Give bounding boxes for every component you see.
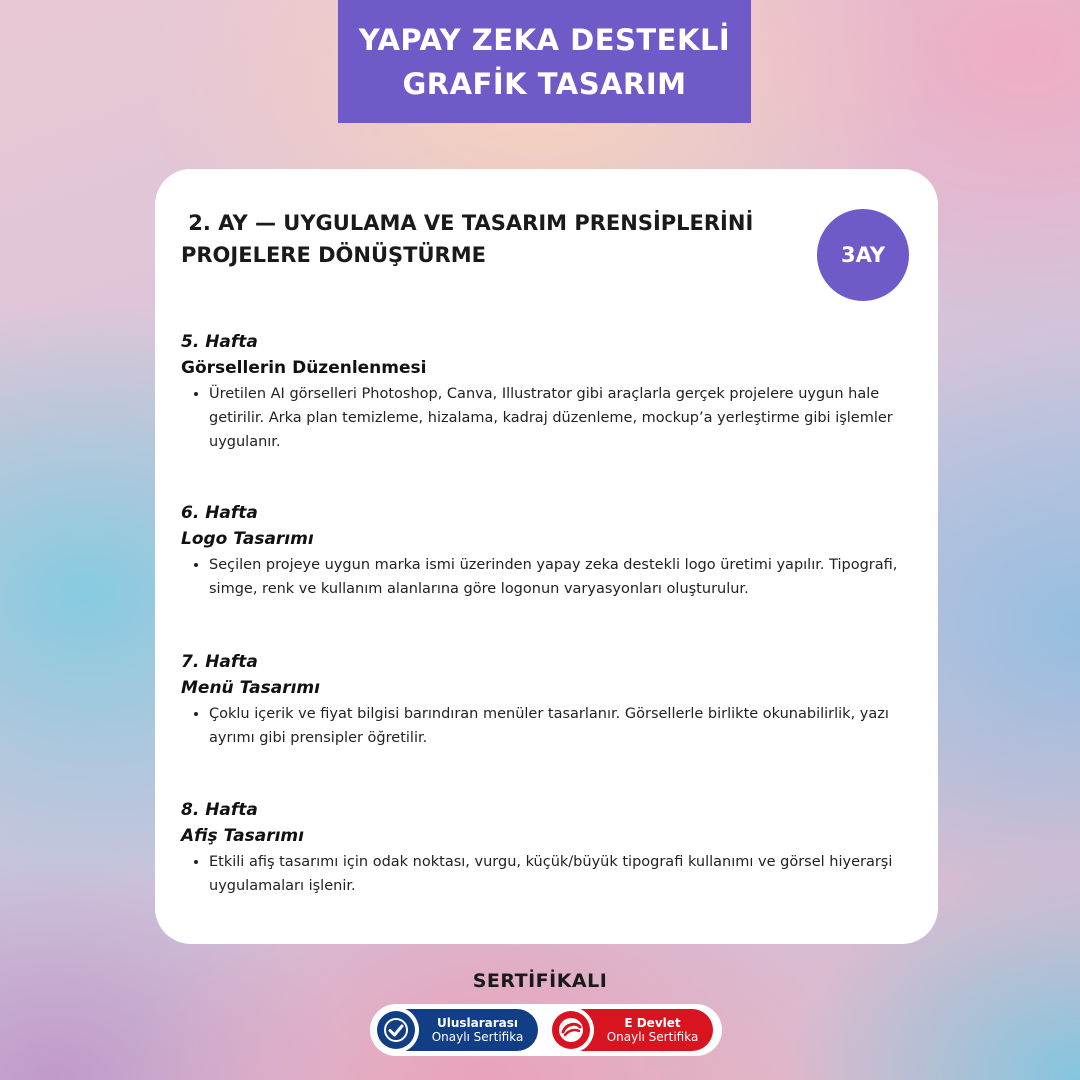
week-bullet: • Etkili afiş tasarımı için odak noktası, vurgu, küçük/büyük tipografi kullanımı ve görsel hiyerarşi uygulamaları işlenir.	[209, 850, 901, 898]
week-topic: Menü Tasarımı	[181, 678, 320, 698]
edevlet-logo-icon	[548, 1007, 594, 1053]
week-bullets	[181, 382, 901, 454]
week-bullet: • Çoklu içerik ve fiyat bilgisi barındıran menüler tasarlanır. Görsellerle birlikte okunabilirlik, yazı ayrımı gibi prensipler öğretilir.	[209, 702, 901, 750]
international-certificate-badge	[373, 1009, 538, 1051]
edevlet-line-2: Onaylı Sertifika	[606, 1029, 699, 1044]
edevlet-line-1: E Devlet	[624, 1015, 681, 1030]
checkmark-icon	[373, 1007, 419, 1053]
week-bullet: • Seçilen projeye uygun marka ismi üzerinden yapay zeka destekli logo üretimi yapılır. Tipografi, simge, renk ve kullanım alanlarına göre logonun varyasyonları oluşturulur.	[209, 553, 901, 601]
curriculum-card	[155, 169, 938, 944]
week-number: 6. Hafta	[181, 503, 258, 523]
title-banner	[338, 0, 751, 123]
week-bullets	[181, 702, 901, 750]
international-line-1: Uluslararası	[436, 1015, 519, 1030]
week-bullets	[181, 850, 901, 898]
card-title-line-2: PROJELERE DÖNÜŞTÜRME	[181, 243, 486, 267]
title-line-2: GRAFİK TASARIM	[402, 66, 687, 101]
week-bullet: • Üretilen AI görselleri Photoshop, Canva, Illustrator gibi araçlarla gerçek projelere uygun hale getirilir. Arka plan temizleme, hizalama, kadraj düzenleme, mockup’a yerleştirme gibi işlemler uygulanır.	[209, 382, 901, 454]
card-title	[181, 207, 801, 271]
title-line-1: YAPAY ZEKA DESTEKLİ	[358, 22, 731, 57]
card-title-line-1: 2. AY — UYGULAMA VE TASARIM PRENSİPLERİNİ	[181, 211, 754, 235]
week-section-5	[181, 330, 901, 454]
week-section-6	[181, 501, 901, 601]
week-number: 5. Hafta	[181, 332, 258, 352]
international-line-2: Onaylı Sertifika	[431, 1029, 524, 1044]
certificate-label: SERTİFİKALI	[472, 970, 608, 992]
week-section-8	[181, 798, 901, 898]
week-topic: Görsellerin Düzenlenmesi	[181, 358, 427, 378]
week-section-7	[181, 650, 901, 750]
month-badge: 3AY	[817, 209, 909, 301]
week-bullets	[181, 553, 901, 601]
week-number: 7. Hafta	[181, 652, 258, 672]
edevlet-certificate-badge	[548, 1009, 713, 1051]
certificate-badges	[370, 1004, 722, 1056]
week-topic: Logo Tasarımı	[181, 529, 314, 549]
week-number: 8. Hafta	[181, 800, 258, 820]
week-topic: Afiş Tasarımı	[181, 826, 304, 846]
